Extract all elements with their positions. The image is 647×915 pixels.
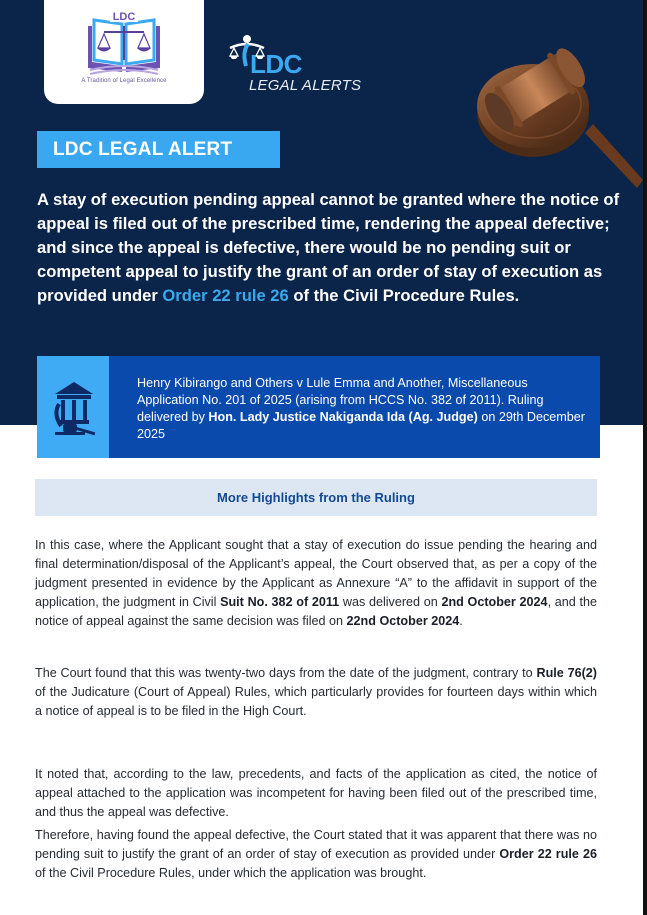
headline-text-end: of the Civil Procedure Rules.	[288, 286, 520, 305]
paragraph-1-appeal-date: 22nd October 2024	[346, 614, 460, 628]
case-icon-box	[37, 356, 109, 458]
scales-book-icon	[84, 10, 164, 76]
brand-acronym: LDC	[250, 49, 302, 79]
case-date: on 29th December 2025	[137, 410, 585, 441]
headline-highlight: Order 22 rule 26	[162, 286, 289, 305]
paragraph-1-suit-no: Suit No. 382 of 2011	[220, 595, 340, 609]
case-judge: Hon. Lady Justice Nakiganda Ida (Ag. Judge)	[208, 410, 478, 424]
courthouse-gavel-icon	[53, 380, 95, 436]
paragraph-1	[35, 536, 597, 631]
paragraph-1-text: was delivered on	[339, 595, 442, 609]
paragraph-1-text: In this case, where the Applicant sought that a stay of execution do issue pending the hearing and final determination/disposal of the Applicant’s appeal, the Court observed that, as per a copy of the judgment presented in evidence by the Applicant as Annexure “A” to the affidavit in support of the application, the judgment in Civil	[35, 538, 597, 609]
paragraph-2	[35, 664, 597, 721]
paragraph-4-text: of the Civil Procedure Rules, under which the application was brought.	[35, 866, 427, 880]
paragraph-2-text: The Court found that this was twenty-two days from the date of the judgment, contrary to	[35, 666, 537, 680]
paragraph-4-text: Therefore, having found the appeal defective, the Court stated that it was apparent that there was no pending suit to justify the grant of an order of stay of execution as provided under	[35, 828, 597, 861]
paragraph-1-judgment-date: 2nd October 2024	[441, 595, 548, 609]
logo-tagline: A Tradition of Legal Excellence	[81, 78, 167, 84]
case-citation-text	[109, 356, 589, 458]
svg-text:LDC: LDC	[112, 11, 136, 23]
ldc-logo-card	[44, 0, 204, 104]
headline	[37, 188, 627, 308]
brand-subtitle: LEGAL ALERTS	[249, 77, 362, 94]
gavel-icon	[475, 28, 643, 193]
highlights-heading: More Highlights from the Ruling	[35, 479, 597, 516]
paragraph-4-order: Order 22 rule 26	[499, 847, 597, 861]
ldc-legal-alerts-brand	[228, 34, 388, 98]
paragraph-2-text: of the Judicature (Court of Appeal) Rules, which particularly provides for fourteen days within which a notice of appeal is to be filed in the High Court.	[35, 685, 597, 718]
right-edge-border	[643, 0, 647, 915]
headline-text: A stay of execution pending appeal cannot be granted where the notice of appeal is filed out of the prescribed time, rendering the appeal defective; and since the appeal is defective, there would be no pending suit or competent appeal to justify the grant of an order of stay of execution as provided under	[37, 190, 620, 305]
paragraph-1-text: .	[459, 614, 463, 628]
paragraph-2-rule: Rule 76(2)	[536, 666, 597, 680]
case-citation-card	[37, 356, 600, 458]
paragraph-3	[35, 765, 597, 822]
paragraph-1-text: , and the notice of appeal against the same decision was filed on	[35, 595, 597, 628]
paragraph-3-text: It noted that, according to the law, precedents, and facts of the application as cited, the notice of appeal attached to the application was incompetent for having been filed out of the prescribed time, and thus the appeal was defective.	[35, 767, 597, 819]
case-parties: Henry Kibirango and Others v Lule Emma and Another, Miscellaneous Application No. 201 of 2025 (arising from HCCS No. 382 of 2011). Ruling delivered by	[137, 376, 544, 424]
paragraph-4	[35, 826, 597, 883]
legal-alert-tag: LDC LEGAL ALERT	[37, 131, 280, 168]
